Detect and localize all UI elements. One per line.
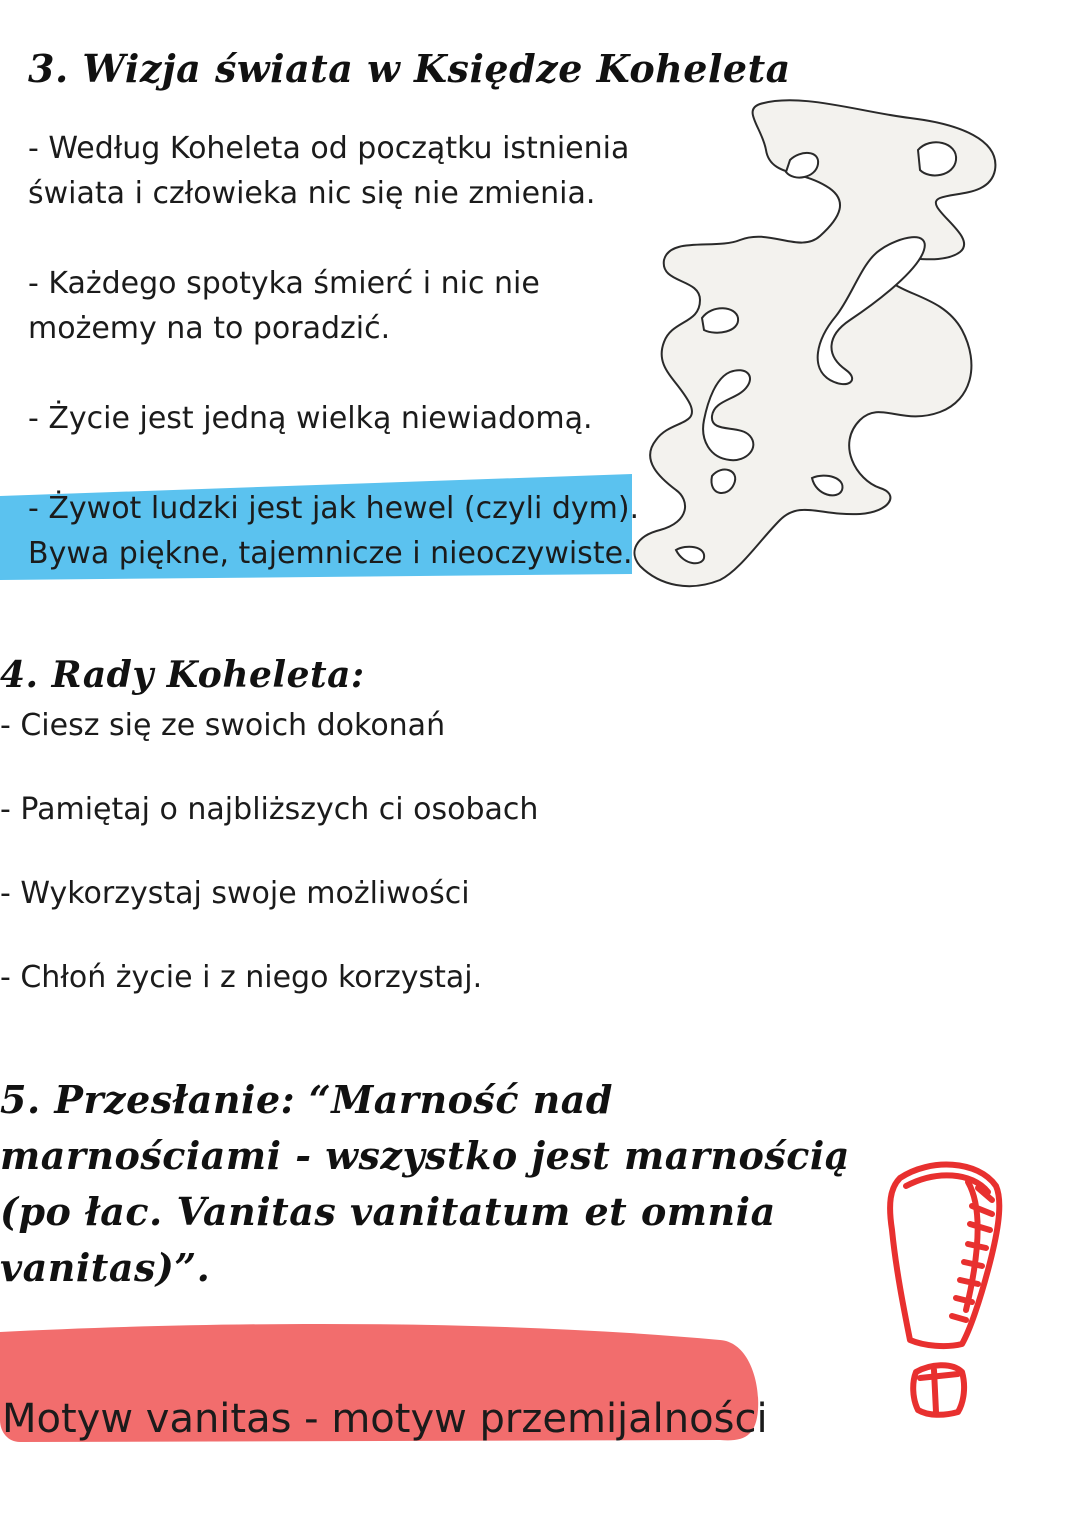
advice-item-3: - Wykorzystaj swoje możliwości: [0, 876, 470, 911]
section-5-title: 5. Przesłanie: “Marność nad marnościami - wszystko jest marnością (po łac. Vanitas vanitatum et omnia vanitas)”.: [0, 1077, 850, 1290]
point-4-line-2: Bywa piękne, tajemnicze i nieoczywiste.: [28, 536, 633, 571]
point-1-line-1: - Według Koheleta od początku istnienia: [28, 131, 630, 166]
point-2-line-2: możemy na to poradzić.: [28, 311, 391, 346]
vanitas-motif-label: Motyw vanitas - motyw przemijalności: [2, 1396, 768, 1442]
advice-item-2: - Pamiętaj o najbliższych ci osobach: [0, 792, 539, 827]
point-4-line-1: - Żywot ludzki jest jak hewel (czyli dym).: [28, 491, 640, 526]
advice-item-4: - Chłoń życie i z niego korzystaj.: [0, 960, 483, 995]
point-3-line-1: - Życie jest jedną wielką niewiadomą.: [28, 401, 593, 436]
section-3-title: 3. Wizja świata w Księdze Koheleta: [28, 46, 791, 91]
section-4-title: 4. Rady Koheleta:: [0, 654, 365, 696]
point-2-line-1: - Każdego spotyka śmierć i nic nie: [28, 266, 540, 301]
advice-item-1: - Ciesz się ze swoich dokonań: [0, 708, 446, 743]
point-1-line-2: świata i człowieka nic się nie zmienia.: [28, 176, 596, 211]
